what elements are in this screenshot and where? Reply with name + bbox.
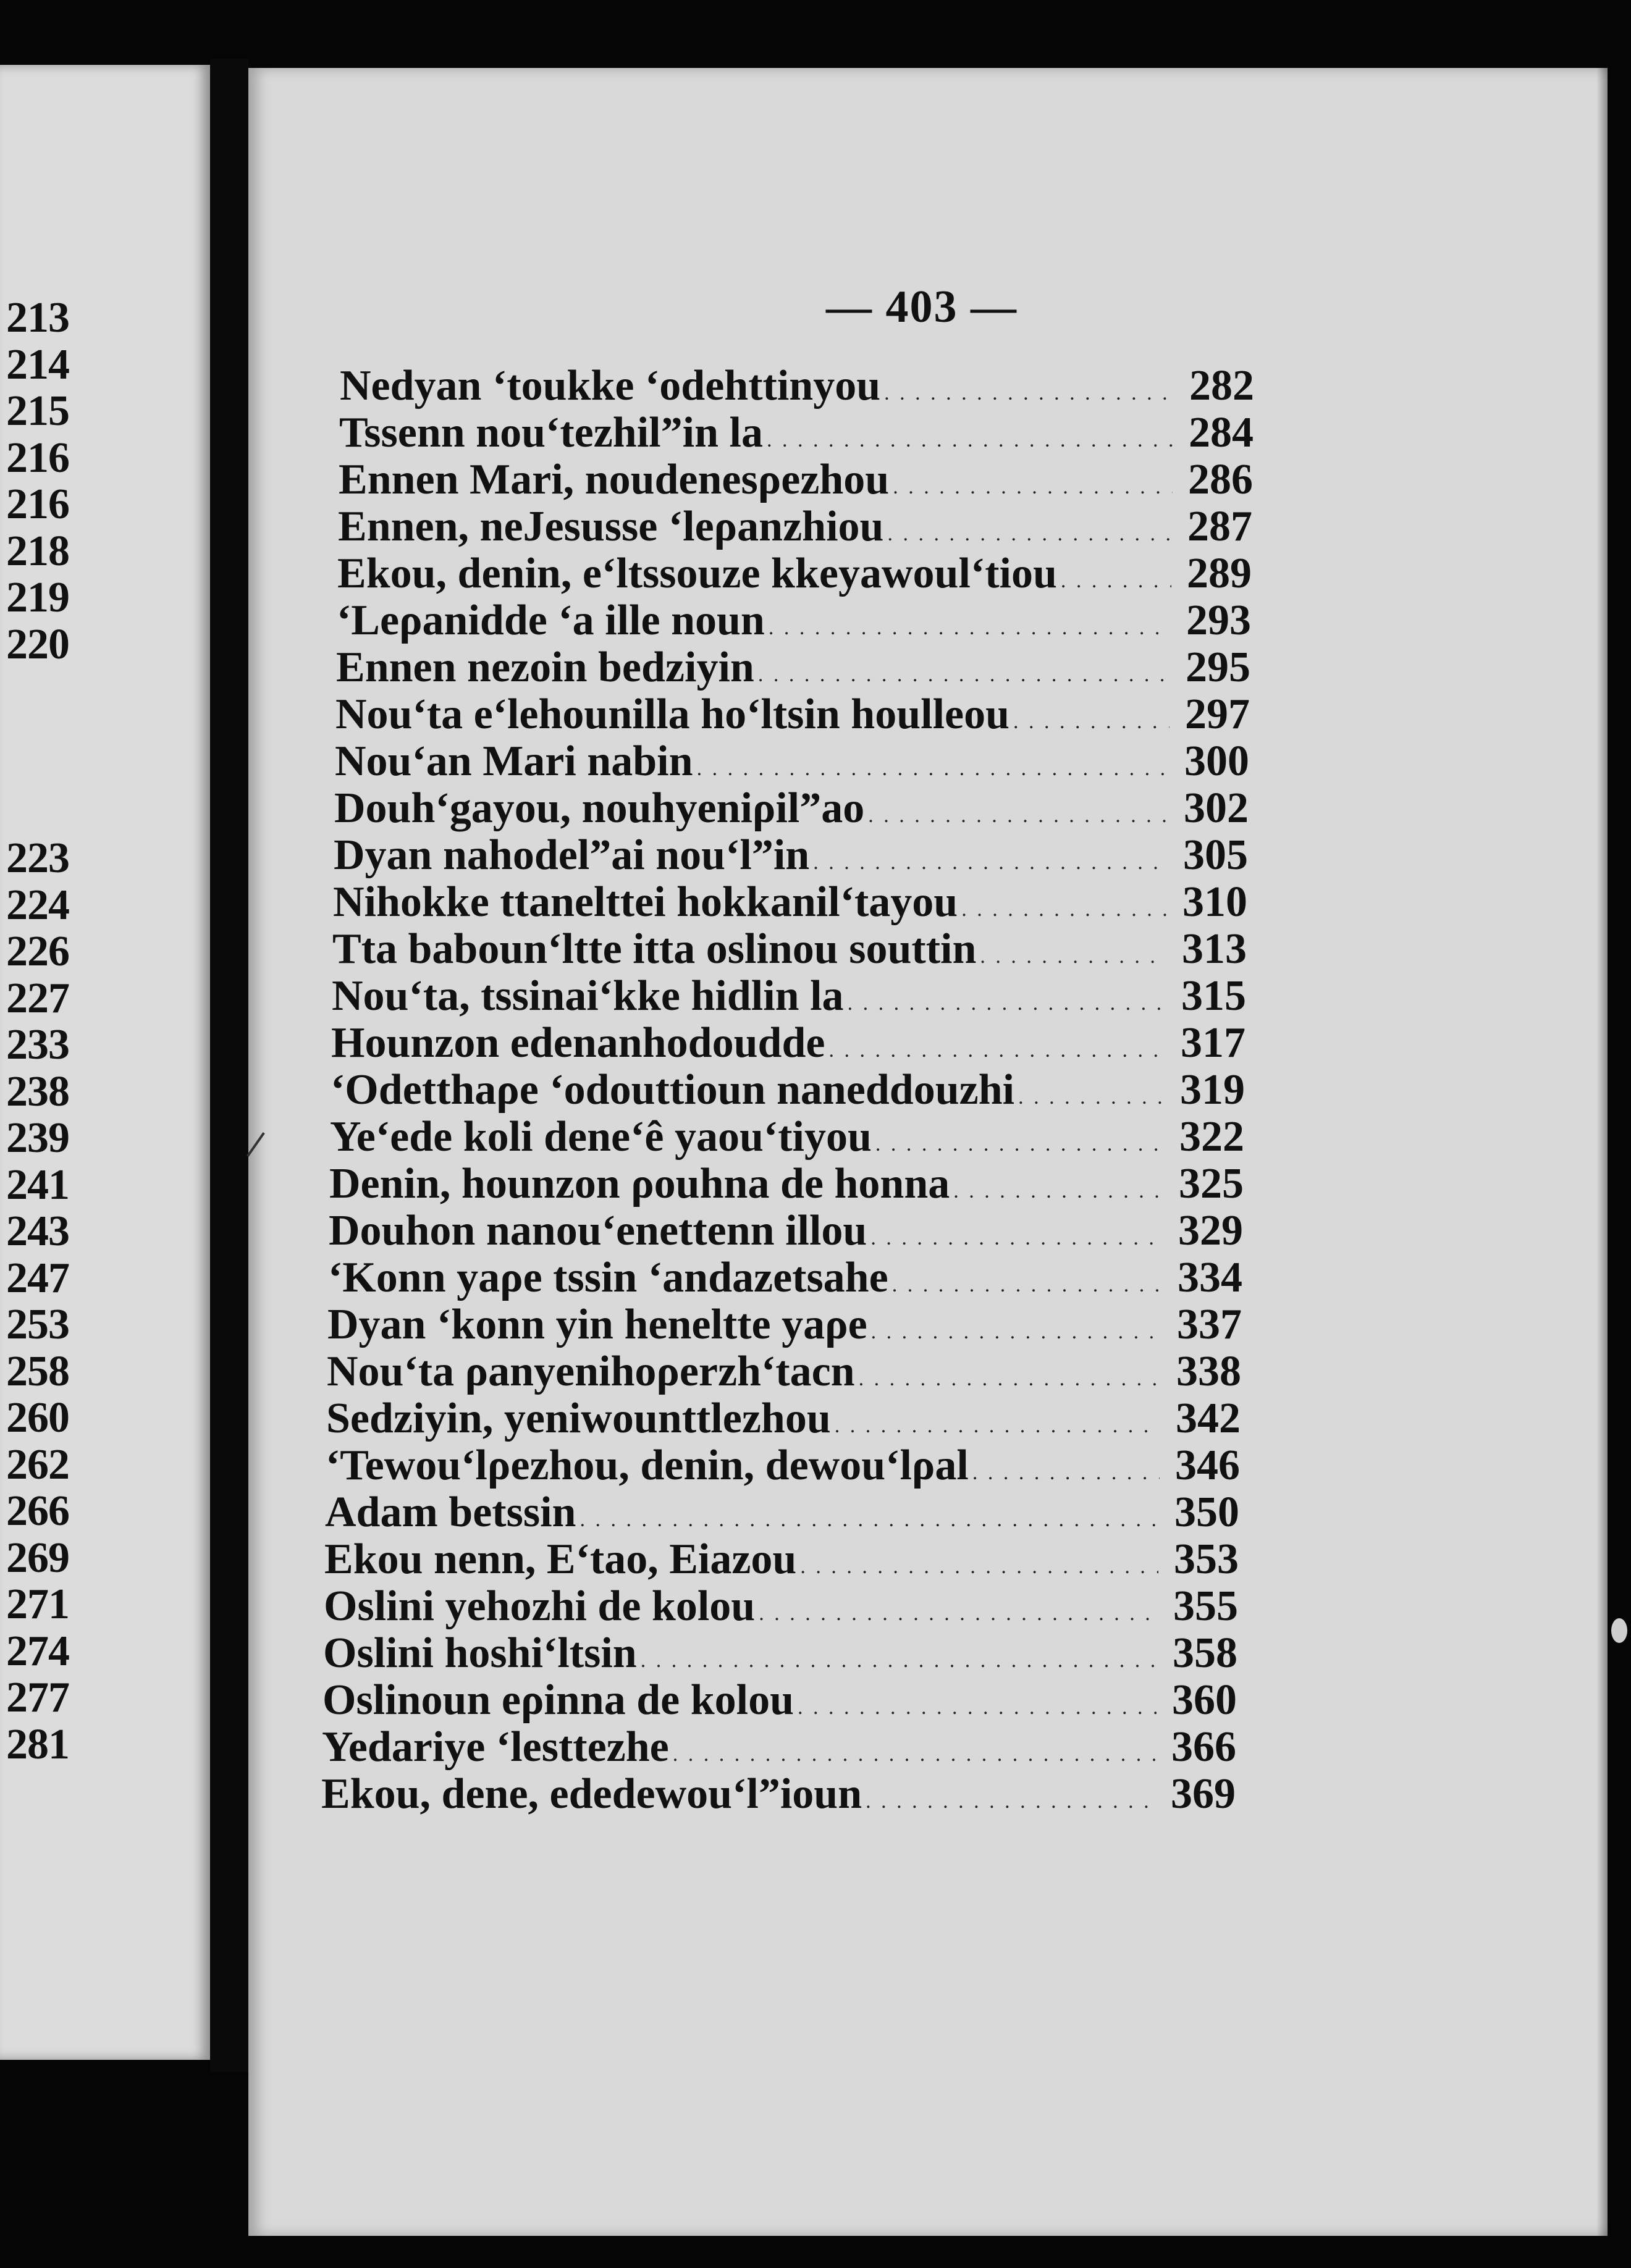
left-page-number: 223 bbox=[6, 834, 69, 882]
left-page-number: 271 bbox=[6, 1581, 69, 1628]
toc-dot-leader bbox=[884, 364, 1174, 408]
left-page-number: 258 bbox=[6, 1347, 69, 1395]
left-page-number: 262 bbox=[6, 1440, 69, 1489]
toc-entry bbox=[329, 1209, 1243, 1253]
left-page-number: 281 bbox=[6, 1720, 69, 1768]
toc-dot-leader bbox=[767, 411, 1173, 455]
toc-entry-title: ‘Konn yaρe tssin ‘andazetsahe bbox=[328, 1254, 888, 1301]
main-page bbox=[248, 68, 1608, 2236]
toc-entry-title: Oslini hoshi‘ltsin bbox=[323, 1629, 637, 1677]
toc-entry bbox=[322, 1676, 1237, 1724]
toc-dot-leader bbox=[758, 646, 1170, 689]
toc-entry bbox=[334, 831, 1248, 879]
toc-dot-leader bbox=[798, 1679, 1157, 1722]
toc-entry-page-number: 366 bbox=[1171, 1723, 1236, 1771]
toc-entry-page-number: 338 bbox=[1176, 1348, 1241, 1395]
book-gutter bbox=[210, 59, 248, 2072]
toc-entry-title: ‘Leρanidde ‘a ille noun bbox=[337, 597, 765, 644]
toc-dot-leader bbox=[870, 1209, 1163, 1253]
paper-speck bbox=[1611, 1618, 1627, 1643]
toc-dot-leader bbox=[953, 1162, 1163, 1206]
toc-entry-page-number: 302 bbox=[1184, 784, 1249, 832]
table-of-contents bbox=[321, 362, 1501, 1970]
toc-entry-page-number: 305 bbox=[1183, 831, 1248, 879]
toc-entry-title: Dyan nahodel”ai nou‘l”in bbox=[334, 831, 810, 879]
toc-entry bbox=[336, 646, 1250, 689]
toc-entry-page-number: 325 bbox=[1179, 1160, 1244, 1208]
toc-dot-leader bbox=[887, 505, 1172, 548]
toc-entry bbox=[326, 1444, 1240, 1487]
toc-entry-title: Nou‘ta e‘lehounilla ho‘ltsin houlleou bbox=[335, 691, 1010, 738]
toc-dot-leader bbox=[1013, 693, 1170, 736]
toc-dot-leader bbox=[871, 1303, 1161, 1346]
toc-entry-page-number: 310 bbox=[1182, 878, 1247, 926]
toc-dot-leader bbox=[697, 740, 1169, 783]
toc-entry-title: Ekou, denin, e‘ltssouze kkeyawoul‘tiou bbox=[337, 550, 1057, 597]
toc-entry bbox=[335, 737, 1249, 785]
toc-dot-leader bbox=[893, 458, 1173, 502]
left-page-number: 253 bbox=[6, 1301, 69, 1348]
left-page-number: 216 bbox=[6, 434, 69, 482]
toc-entry-title: Nou‘ta ρanyenihoρerzh‘tacn bbox=[327, 1348, 855, 1395]
toc-entry-page-number: 358 bbox=[1173, 1629, 1237, 1677]
toc-entry bbox=[331, 1066, 1245, 1114]
toc-entry-title: Nou‘an Mari nabin bbox=[335, 737, 693, 785]
toc-entry bbox=[335, 693, 1250, 736]
toc-entry-page-number: 313 bbox=[1182, 925, 1247, 973]
toc-entry-title: Adam betssin bbox=[325, 1489, 576, 1536]
toc-entry-title: Ennen Mari, noudenesρezhou bbox=[339, 456, 890, 503]
toc-entry bbox=[323, 1629, 1237, 1677]
left-page-number: 226 bbox=[6, 928, 69, 975]
left-page-number: 238 bbox=[6, 1067, 69, 1115]
toc-dot-leader bbox=[868, 787, 1168, 830]
left-page-number: 274 bbox=[6, 1627, 69, 1675]
toc-entry-title: Tssenn nou‘tezhil”in la bbox=[339, 409, 763, 456]
toc-entry-title: Yedariye ‘lesttezhe bbox=[322, 1723, 669, 1771]
left-page-number-column bbox=[6, 65, 93, 2060]
toc-entry-title: Dyan ‘konn yin heneltte yaρe bbox=[327, 1301, 867, 1348]
toc-dot-leader bbox=[961, 881, 1167, 924]
left-page-number: 239 bbox=[6, 1114, 69, 1162]
toc-entry-title: ‘Odetthaρe ‘odouttioun naneddouzhi bbox=[331, 1066, 1015, 1114]
left-facing-page bbox=[0, 65, 210, 2060]
toc-entry bbox=[325, 1491, 1239, 1534]
toc-entry-title: Oslinoun eρinna de kolou bbox=[322, 1676, 794, 1724]
toc-dot-leader bbox=[828, 1022, 1165, 1065]
toc-entry bbox=[337, 599, 1251, 642]
toc-entry bbox=[327, 1303, 1242, 1346]
left-page-number: 269 bbox=[6, 1534, 69, 1582]
toc-entry-title: Ye‘ede koli dene‘ê yaou‘tiyou bbox=[330, 1113, 872, 1161]
left-page-number: 213 bbox=[6, 294, 69, 342]
toc-entry-page-number: 287 bbox=[1187, 503, 1252, 550]
toc-entry bbox=[328, 1256, 1242, 1300]
toc-entry bbox=[339, 458, 1253, 502]
toc-entry-page-number: 289 bbox=[1187, 550, 1252, 597]
left-page-number: 260 bbox=[6, 1394, 69, 1442]
toc-entry-page-number: 369 bbox=[1171, 1770, 1236, 1818]
toc-entry-page-number: 300 bbox=[1184, 737, 1249, 785]
toc-entry bbox=[340, 364, 1254, 408]
toc-dot-leader bbox=[875, 1115, 1164, 1159]
toc-dot-leader bbox=[1018, 1069, 1165, 1112]
toc-dot-leader bbox=[848, 975, 1166, 1018]
left-page-number: 233 bbox=[6, 1021, 69, 1069]
toc-entry-page-number: 282 bbox=[1189, 362, 1254, 410]
left-page-number: 247 bbox=[6, 1254, 69, 1302]
left-page-number: 224 bbox=[6, 881, 69, 929]
toc-dot-leader bbox=[859, 1350, 1161, 1393]
toc-entry-page-number: 322 bbox=[1179, 1113, 1244, 1161]
left-page-number: 241 bbox=[6, 1161, 69, 1209]
toc-entry bbox=[324, 1582, 1238, 1630]
toc-entry-page-number: 293 bbox=[1186, 597, 1251, 644]
toc-entry-title: Nou‘ta, tssinai‘kke hidlin la bbox=[332, 972, 844, 1020]
left-page-number: 216 bbox=[6, 481, 69, 528]
left-page-number: 266 bbox=[6, 1487, 69, 1535]
toc-entry-title: ‘Tewou‘lρezhou, denin, dewou‘lρal bbox=[326, 1442, 969, 1489]
left-page-number: 218 bbox=[6, 527, 69, 575]
toc-entry-page-number: 319 bbox=[1180, 1066, 1245, 1114]
toc-entry-page-number: 315 bbox=[1181, 972, 1246, 1020]
toc-dot-leader bbox=[972, 1444, 1160, 1487]
toc-entry-page-number: 350 bbox=[1174, 1489, 1239, 1536]
toc-entry bbox=[339, 411, 1254, 455]
toc-entry-page-number: 353 bbox=[1174, 1535, 1239, 1583]
toc-entry-page-number: 360 bbox=[1172, 1676, 1237, 1724]
toc-dot-leader bbox=[769, 599, 1171, 642]
toc-entry-page-number: 317 bbox=[1181, 1019, 1245, 1067]
toc-entry-title: Ekou, dene, ededewou‘l”ioun bbox=[321, 1770, 862, 1818]
toc-entry-page-number: 337 bbox=[1177, 1301, 1242, 1348]
toc-entry-page-number: 297 bbox=[1185, 691, 1250, 738]
toc-entry bbox=[337, 552, 1252, 595]
toc-dot-leader bbox=[673, 1726, 1156, 1769]
toc-dot-leader bbox=[866, 1773, 1155, 1816]
toc-entry-title: Oslini yehozhi de kolou bbox=[324, 1582, 756, 1630]
toc-entry-title: Douh‘gayou, nouhyeniρil”ao bbox=[334, 784, 865, 832]
toc-entry-title: Ennen nezoin bedziyin bbox=[336, 644, 754, 691]
toc-entry bbox=[322, 1723, 1236, 1771]
toc-entry-page-number: 355 bbox=[1173, 1582, 1238, 1630]
left-page-number: 220 bbox=[6, 620, 69, 668]
toc-entry-page-number: 284 bbox=[1189, 409, 1254, 456]
toc-entry-page-number: 295 bbox=[1186, 644, 1250, 691]
toc-entry bbox=[327, 1350, 1241, 1393]
toc-dot-leader bbox=[800, 1538, 1158, 1581]
toc-dot-leader bbox=[641, 1632, 1157, 1675]
toc-dot-leader bbox=[1061, 552, 1171, 595]
toc-entry-title: Nedyan ‘toukke ‘odehttinyou bbox=[340, 362, 881, 410]
left-page-number: 219 bbox=[6, 574, 69, 621]
left-page-number: 243 bbox=[6, 1208, 69, 1255]
toc-entry-page-number: 286 bbox=[1188, 456, 1253, 503]
toc-entry bbox=[326, 1397, 1241, 1440]
left-page-number: 215 bbox=[6, 387, 69, 435]
toc-entry-page-number: 329 bbox=[1178, 1207, 1243, 1254]
left-page-number: 227 bbox=[6, 974, 69, 1022]
toc-entry bbox=[329, 1162, 1244, 1206]
left-page-number: 214 bbox=[6, 340, 69, 388]
toc-entry bbox=[332, 972, 1246, 1020]
toc-entry-page-number: 334 bbox=[1178, 1254, 1242, 1301]
toc-entry-title: Douhon nanou‘enettenn illou bbox=[329, 1207, 867, 1254]
toc-entry bbox=[321, 1770, 1236, 1818]
left-page-number: 277 bbox=[6, 1674, 69, 1721]
toc-dot-leader bbox=[892, 1256, 1162, 1300]
toc-entry-title: Sedziyin, yeniwounttlezhou bbox=[326, 1395, 831, 1442]
toc-dot-leader bbox=[579, 1491, 1159, 1534]
toc-entry bbox=[331, 1019, 1245, 1067]
toc-entry-title: Nihokke ttanelttei hokkanil‘tayou bbox=[333, 878, 958, 926]
toc-entry bbox=[333, 878, 1247, 926]
page-number-header: — 403 — bbox=[826, 282, 1018, 332]
toc-entry-title: Ekou nenn, E‘tao, Eiazou bbox=[324, 1535, 797, 1583]
toc-dot-leader bbox=[813, 834, 1168, 877]
toc-entry bbox=[334, 784, 1249, 832]
toc-entry bbox=[324, 1535, 1239, 1583]
toc-entry-title: Tta baboun‘ltte itta oslinou souttin bbox=[332, 925, 977, 973]
toc-dot-leader bbox=[835, 1397, 1160, 1440]
toc-entry-title: Denin, hounzon ρouhna de honna bbox=[329, 1160, 950, 1208]
toc-entry bbox=[330, 1115, 1244, 1159]
toc-dot-leader bbox=[759, 1585, 1158, 1628]
toc-entry bbox=[338, 505, 1252, 548]
toc-entry-title: Hounzon edenanhodoudde bbox=[331, 1019, 825, 1067]
toc-entry-title: Ennen, neJesusse ‘leρanzhiou bbox=[338, 503, 884, 550]
toc-entry-page-number: 346 bbox=[1175, 1442, 1240, 1489]
toc-entry bbox=[332, 925, 1247, 973]
toc-dot-leader bbox=[980, 928, 1166, 971]
toc-entry-page-number: 342 bbox=[1176, 1395, 1241, 1442]
